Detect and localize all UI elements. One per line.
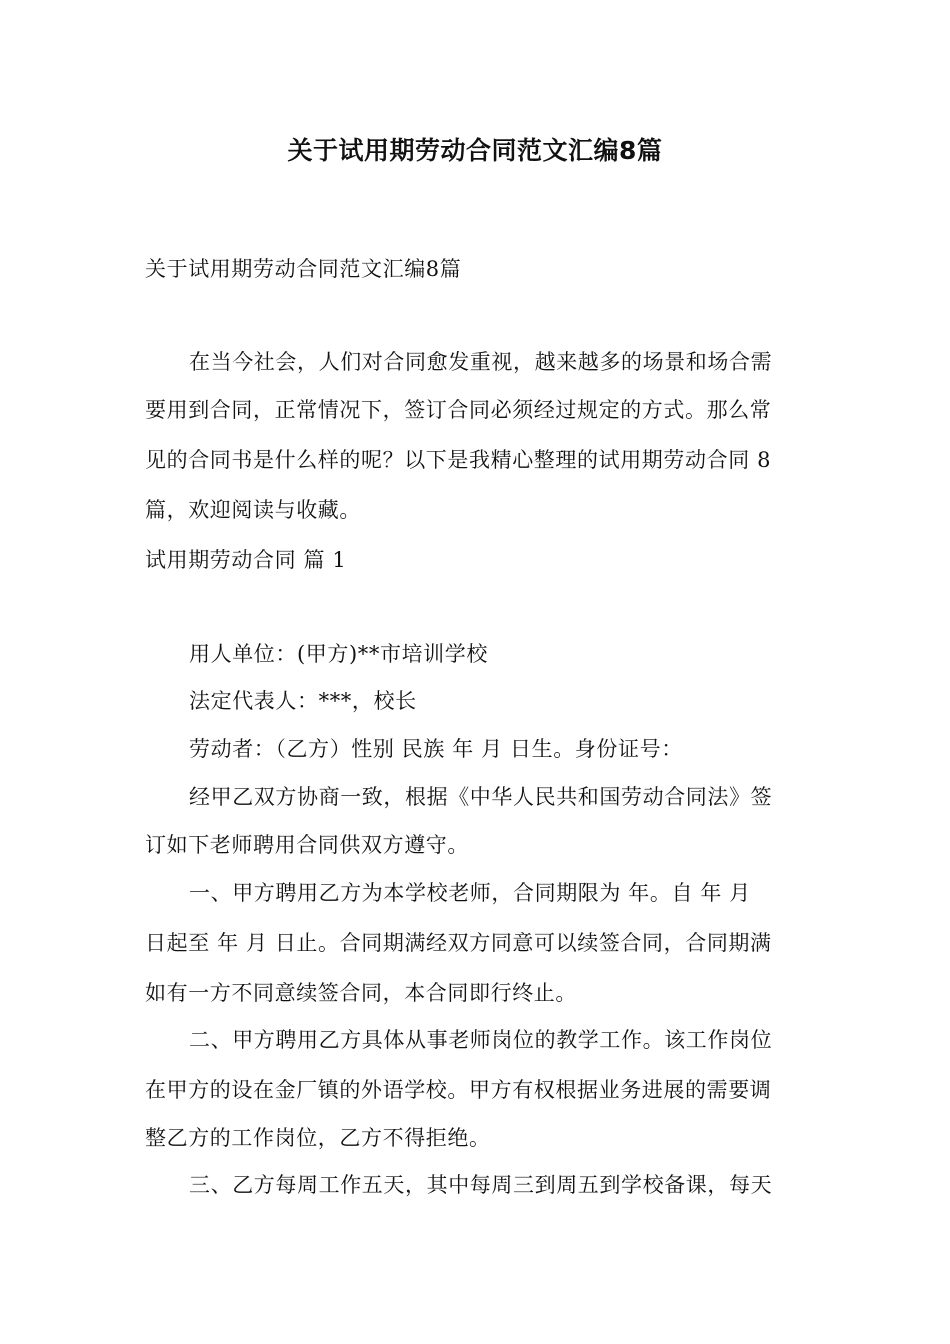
document-title: 关于试用期劳动合同范文汇编8篇: [287, 136, 663, 165]
clause-3-line-1: 三、乙方每周工作五天，其中每周三到周五到学校备课，每天: [189, 1173, 773, 1197]
clause-1-line-1: 一、甲方聘用乙方为本学校老师，合同期限为 年。自 年 月: [189, 881, 751, 905]
intro-line-2: 要用到合同，正常情况下，签订合同必须经过规定的方式。那么常: [145, 398, 772, 422]
employee-line: 劳动者：（乙方）性别 民族 年 月 日生。身份证号：: [189, 737, 683, 761]
section-heading: 试用期劳动合同 篇 1: [145, 548, 347, 572]
clause-2-line-3: 整乙方的工作岗位，乙方不得拒绝。: [145, 1126, 491, 1150]
preamble-line-1: 经甲乙双方协商一致，根据《中华人民共和国劳动合同法》签: [189, 785, 773, 809]
clause-2-line-1: 二、甲方聘用乙方具体从事老师岗位的教学工作。该工作岗位: [189, 1028, 773, 1052]
clause-1-line-3: 如有一方不同意续签合同，本合同即行终止。: [145, 981, 577, 1005]
intro-line-3: 见的合同书是什么样的呢？以下是我精心整理的试用期劳动合同 8: [145, 448, 772, 472]
preamble-line-2: 订如下老师聘用合同供双方遵守。: [145, 833, 469, 857]
employer-line: 用人单位：(甲方)**市培训学校: [189, 642, 488, 666]
intro-line-1: 在当今社会，人们对合同愈发重视，越来越多的场景和场合需: [189, 350, 773, 374]
intro-line-4: 篇，欢迎阅读与收藏。: [145, 498, 361, 522]
clause-1-line-2: 日起至 年 月 日止。合同期满经双方同意可以续签合同，合同期满: [145, 931, 772, 955]
document-subtitle: 关于试用期劳动合同范文汇编8篇: [145, 257, 462, 281]
representative-line: 法定代表人：***，校长: [189, 689, 417, 713]
clause-2-line-2: 在甲方的设在金厂镇的外语学校。甲方有权根据业务进展的需要调: [145, 1078, 772, 1102]
